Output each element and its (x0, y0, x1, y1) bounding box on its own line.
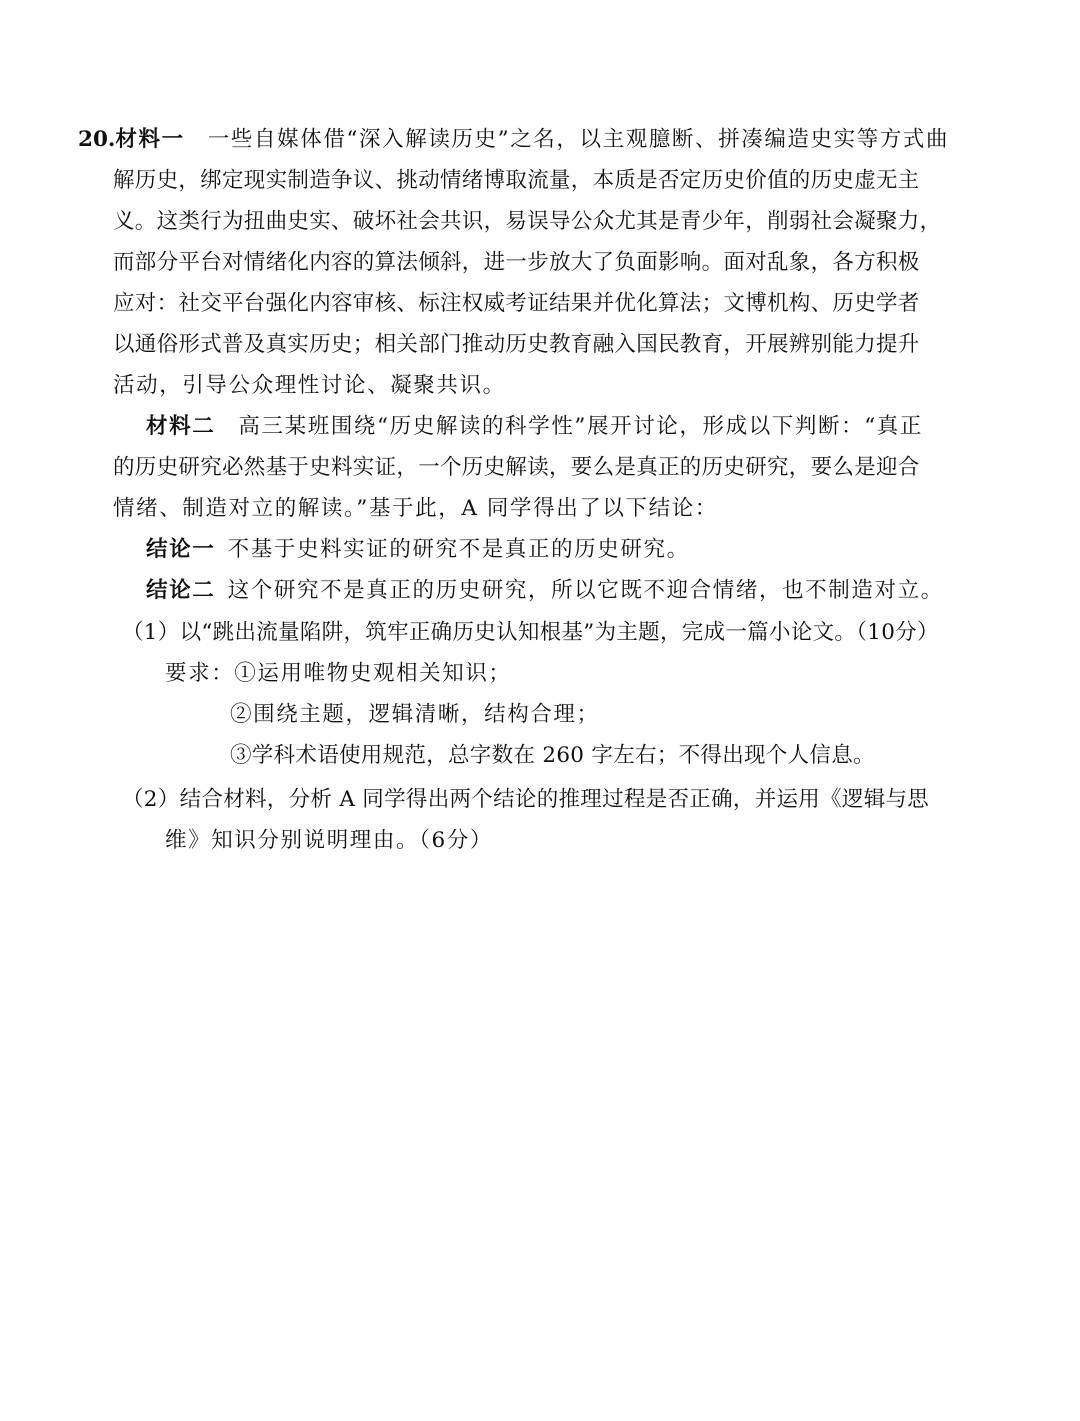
material1-line-2: 解历史，绑定现实制造争议、挑动情绪博取流量，本质是否定历史价值的历史虚无主 (113, 168, 920, 193)
material1-line-7: 活动，引导公众理性讨论、凝聚共识。 (113, 373, 506, 398)
material2-line-1 (146, 412, 923, 442)
question-number: 20. (78, 127, 116, 152)
material2-line-3: 情绪、制造对立的解读。”基于此，A 同学得出了以下结论： (113, 496, 718, 521)
subquestion-1-text: 以“跳出流量陷阱，筑牢正确历史认知根基”为主题，完成一篇小论文。（10分） (179, 620, 939, 645)
requirement-2: ②围绕主题，逻辑清晰，结构合理； (230, 702, 600, 727)
subquestion-2-line-1 (122, 785, 929, 815)
material2-text-1: 高三某班围绕“历史解读的科学性”展开讨论，形成以下判断：“真正 (238, 414, 923, 439)
material2-label: 材料二 (146, 414, 216, 439)
conclusion-1-label: 结论一 (146, 537, 216, 562)
material1-line-1 (78, 125, 949, 155)
requirement-1: ①运用唯物史观相关知识； (234, 661, 512, 686)
subquestion-1 (122, 618, 939, 648)
requirements-label: 要求： (165, 661, 235, 686)
material1-label: 材料一 (115, 127, 185, 152)
subquestion-2-line-2: 维》知识分别说明理由。（6分） (165, 828, 493, 853)
material2-line-2: 的历史研究必然基于史料实证，一个历史解读，要么是真正的历史研究，要么是迎合 (113, 455, 920, 480)
conclusion-2 (146, 576, 944, 606)
subquestion-1-number: （1） (122, 620, 180, 645)
material1-line-4: 而部分平台对情绪化内容的算法倾斜，进一步放大了负面影响。面对乱象，各方积极 (113, 250, 920, 275)
material1-line-5: 应对：社交平台强化内容审核、标注权威考证结果并优化算法；文博机构、历史学者 (113, 291, 920, 316)
requirement-3: ③学科术语使用规范，总字数在 260 字左右；不得出现个人信息。 (230, 743, 875, 768)
conclusion-1 (146, 535, 690, 565)
subquestion-2-text-1: 结合材料，分析 A 同学得出两个结论的推理过程是否正确，并运用《逻辑与思 (179, 787, 930, 812)
subquestion-2-number: （2） (122, 787, 180, 812)
conclusion-1-text: 不基于史料实证的研究不是真正的历史研究。 (227, 537, 690, 562)
material1-line-3: 义。这类行为扭曲史实、破坏社会共识，易误导公众尤其是青少年，削弱社会凝聚力， (113, 209, 942, 234)
material1-line-6: 以通俗形式普及真实历史；相关部门推动历史教育融入国民教育，开展辨别能力提升 (113, 332, 920, 357)
material1-text-1: 一些自媒体借“深入解读历史”之名，以主观臆断、拼凑编造史实等方式曲 (207, 127, 950, 152)
requirement-1-row (165, 659, 512, 689)
conclusion-2-text: 这个研究不是真正的历史研究，所以它既不迎合情绪，也不制造对立。 (227, 578, 944, 603)
conclusion-2-label: 结论二 (146, 578, 216, 603)
